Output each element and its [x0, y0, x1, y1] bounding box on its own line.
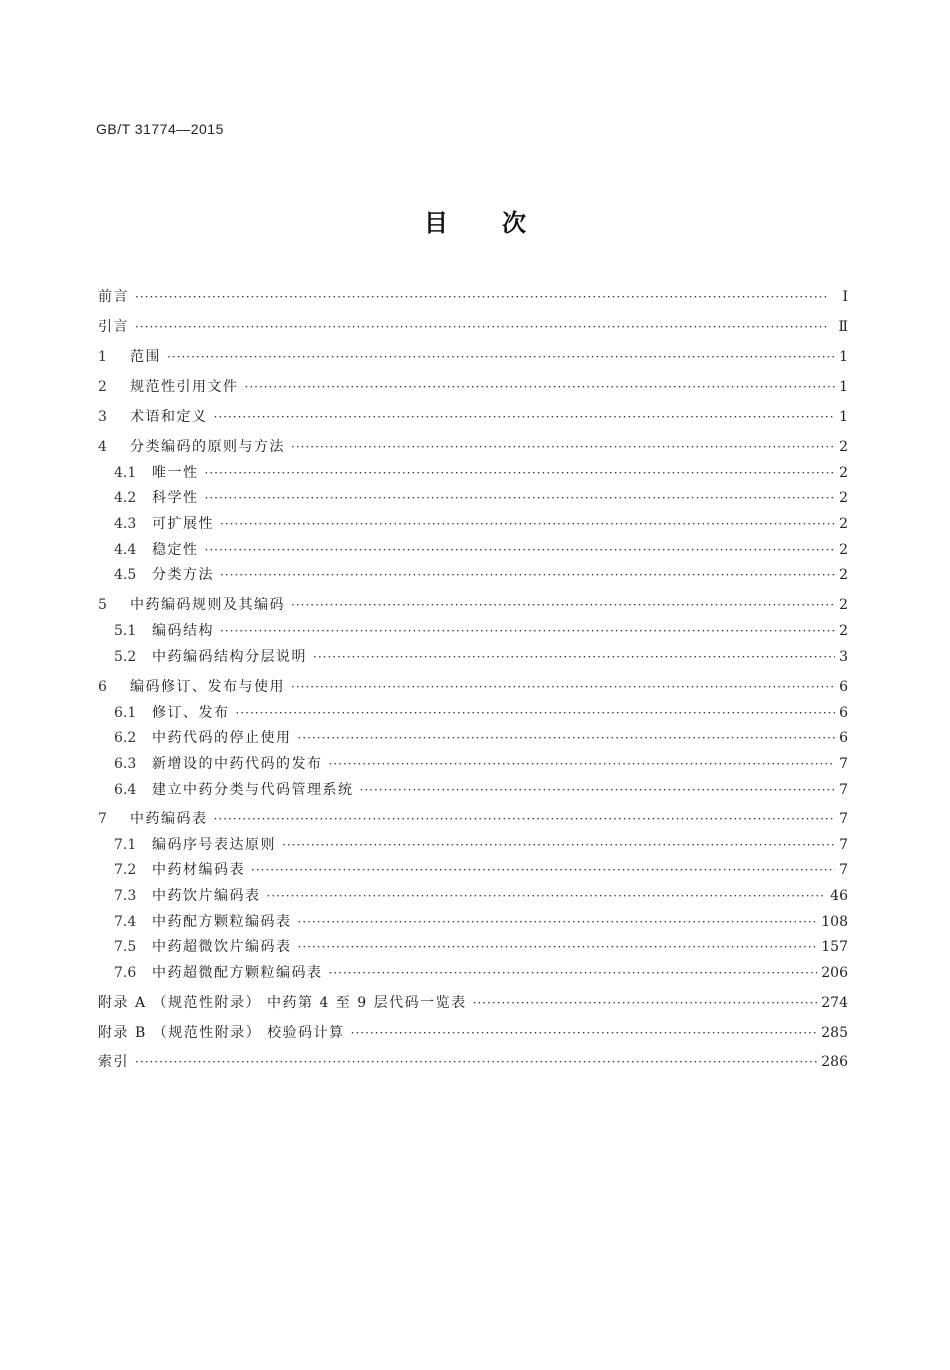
- toc-entry-number: 5: [98, 597, 107, 613]
- toc-entry[interactable]: [114, 463, 848, 483]
- toc-entry-label: 范围: [130, 349, 161, 365]
- dot-leader: [351, 1023, 818, 1043]
- title-char-1: 目: [424, 209, 448, 237]
- toc-entry[interactable]: [114, 621, 848, 641]
- toc-entry-label: 附录 A （规范性附录） 中药第 4 至 9 层代码一览表: [98, 995, 467, 1011]
- toc-entry-label: 引言: [98, 319, 129, 335]
- toc-entry[interactable]: [98, 377, 848, 397]
- toc-entry-page: 2: [839, 542, 848, 558]
- toc-entry[interactable]: [114, 780, 848, 800]
- toc-entry-page: 6: [839, 679, 848, 695]
- toc-entry[interactable]: [114, 912, 848, 932]
- toc-entry-label: 建立中药分类与代码管理系统: [152, 782, 354, 798]
- toc-entry-number: 5.2: [114, 649, 137, 665]
- dot-leader: [291, 595, 835, 615]
- dot-leader: [220, 514, 835, 534]
- toc-entry-number: 6.2: [114, 730, 137, 746]
- toc-entry-number: 1: [98, 349, 107, 365]
- dot-leader: [135, 287, 838, 307]
- toc-entry-page: 286: [821, 1054, 848, 1070]
- toc-entry-label: 中药超微配方颗粒编码表: [152, 965, 323, 981]
- toc-entry[interactable]: [98, 809, 848, 829]
- toc-entry-number: 4.4: [114, 542, 137, 558]
- toc-entry-label: 中药代码的停止使用: [152, 730, 292, 746]
- dot-leader: [251, 860, 835, 880]
- dot-leader: [282, 835, 835, 855]
- toc-entry-label: 科学性: [152, 490, 199, 506]
- dot-leader: [220, 565, 835, 585]
- dot-leader: [205, 540, 836, 560]
- toc-entry-label: 中药材编码表: [152, 862, 245, 878]
- toc-entry-page: Ⅱ: [838, 319, 848, 335]
- toc-entry-label: 术语和定义: [130, 409, 208, 425]
- dot-leader: [245, 377, 836, 397]
- toc-entry-number: 7.4: [114, 914, 137, 930]
- dot-leader: [291, 677, 835, 697]
- dot-leader: [267, 886, 827, 906]
- toc-entry[interactable]: [114, 886, 848, 906]
- toc-entry-page: 2: [839, 567, 848, 583]
- toc-entry-page: 108: [821, 914, 848, 930]
- toc-entry-number: 7.2: [114, 862, 137, 878]
- dot-leader: [329, 963, 818, 983]
- toc-entry-number: 2: [98, 379, 107, 395]
- toc-entry-number: 7.6: [114, 965, 137, 981]
- toc-entry-page: 7: [839, 862, 848, 878]
- toc-entry-page: 3: [839, 649, 848, 665]
- toc-entry-label: 索引: [98, 1054, 129, 1070]
- standard-code: GB/T 31774—2015: [96, 121, 224, 137]
- toc-entry-label: 附录 B （规范性附录） 校验码计算: [98, 1025, 345, 1041]
- toc-entry[interactable]: [98, 1023, 848, 1043]
- toc-entry-label: 中药编码结构分层说明: [152, 649, 307, 665]
- toc-entry-label: 规范性引用文件: [130, 379, 239, 395]
- toc-entry-number: 7.3: [114, 888, 137, 904]
- toc-entry-page: 6: [839, 730, 848, 746]
- toc-entry-number: 7.5: [114, 939, 137, 955]
- toc-entry-page: 2: [839, 623, 848, 639]
- dot-leader: [220, 621, 835, 641]
- toc-entry-number: 7: [98, 811, 107, 827]
- toc-entry-number: 4: [98, 439, 107, 455]
- toc-entry-number: 6.1: [114, 705, 137, 721]
- toc-entry-page: 1: [839, 349, 848, 365]
- toc-entry[interactable]: [114, 703, 848, 723]
- dot-leader: [313, 647, 835, 667]
- dot-leader: [214, 407, 836, 427]
- toc-entry-page: 1: [839, 409, 848, 425]
- dot-leader: [135, 317, 834, 337]
- toc-entry-number: 6.4: [114, 782, 137, 798]
- toc-entry[interactable]: [98, 677, 848, 697]
- toc-entry-label: 分类方法: [152, 567, 214, 583]
- toc-entry-page: 2: [839, 516, 848, 532]
- toc-entry-label: 中药编码规则及其编码: [130, 597, 285, 613]
- toc-entry-number: 4.1: [114, 465, 137, 481]
- toc-entry[interactable]: [114, 963, 848, 983]
- toc-entry[interactable]: [114, 835, 848, 855]
- toc-entry-label: 编码修订、发布与使用: [130, 679, 285, 695]
- dot-leader: [214, 809, 836, 829]
- toc-entry-label: 编码序号表达原则: [152, 837, 276, 853]
- dot-leader: [329, 754, 836, 774]
- toc-entry-page: 2: [839, 597, 848, 613]
- toc-entry-page: 7: [839, 782, 848, 798]
- toc-entry[interactable]: [98, 437, 848, 457]
- dot-leader: [236, 703, 836, 723]
- toc-entry-number: 4.3: [114, 516, 137, 532]
- dot-leader: [205, 463, 836, 483]
- toc-entry[interactable]: [98, 287, 848, 307]
- toc-entry[interactable]: [114, 860, 848, 880]
- toc-entry-page: 274: [821, 995, 848, 1011]
- dot-leader: [205, 488, 836, 508]
- toc-entry-number: 6.3: [114, 756, 137, 772]
- toc-entry-label: 前言: [98, 289, 129, 305]
- toc-entry-page: 6: [839, 705, 848, 721]
- toc-entry[interactable]: [114, 540, 848, 560]
- toc-entry[interactable]: [114, 514, 848, 534]
- toc-entry[interactable]: [114, 754, 848, 774]
- toc-entry[interactable]: [98, 993, 848, 1013]
- toc-entry-page: 2: [839, 490, 848, 506]
- toc-entry[interactable]: [98, 1052, 848, 1072]
- title-char-2: 次: [502, 209, 526, 237]
- toc-entry[interactable]: [114, 647, 848, 667]
- toc-entry-number: 4.2: [114, 490, 137, 506]
- toc-entry-page: Ⅰ: [842, 289, 848, 305]
- toc-entry-page: 7: [839, 837, 848, 853]
- toc-entry-number: 5.1: [114, 623, 137, 639]
- toc-entry-number: 4.5: [114, 567, 137, 583]
- toc-entry-label: 新增设的中药代码的发布: [152, 756, 323, 772]
- toc-entry-number: 3: [98, 409, 107, 425]
- dot-leader: [135, 1052, 817, 1072]
- toc-entry[interactable]: [98, 407, 848, 427]
- toc-entry-page: 2: [839, 465, 848, 481]
- toc-entry-label: 中药超微饮片编码表: [152, 939, 292, 955]
- dot-leader: [291, 437, 835, 457]
- dot-leader: [360, 780, 836, 800]
- dot-leader: [167, 347, 835, 367]
- toc-entry-label: 中药配方颗粒编码表: [152, 914, 292, 930]
- dot-leader: [298, 912, 818, 932]
- toc-entry-page: 7: [839, 811, 848, 827]
- toc-entry-page: 2: [839, 439, 848, 455]
- toc-entry-label: 修订、发布: [152, 705, 230, 721]
- page-title: [0, 203, 950, 238]
- toc-entry[interactable]: [114, 565, 848, 585]
- toc-entry-number: 6: [98, 679, 107, 695]
- toc-entry-label: 可扩展性: [152, 516, 214, 532]
- toc-entry-label: 稳定性: [152, 542, 199, 558]
- toc-entry-label: 编码结构: [152, 623, 214, 639]
- toc-entry-label: 分类编码的原则与方法: [130, 439, 285, 455]
- toc-entry[interactable]: [98, 347, 848, 367]
- toc-entry-page: 46: [830, 888, 848, 904]
- dot-leader: [473, 993, 818, 1013]
- toc-entry[interactable]: [98, 317, 848, 337]
- dot-leader: [298, 728, 836, 748]
- toc-entry[interactable]: [114, 937, 848, 957]
- toc-entry-page: 285: [821, 1025, 848, 1041]
- toc-entry-label: 唯一性: [152, 465, 199, 481]
- toc-entry-label: 中药饮片编码表: [152, 888, 261, 904]
- toc-entry[interactable]: [98, 595, 848, 615]
- toc-entry-page: 206: [821, 965, 848, 981]
- dot-leader: [298, 937, 818, 957]
- toc-entry-page: 157: [821, 939, 848, 955]
- toc-entry-page: 1: [839, 379, 848, 395]
- toc-entry[interactable]: [114, 728, 848, 748]
- toc-entry-page: 7: [839, 756, 848, 772]
- toc-entry[interactable]: [114, 488, 848, 508]
- toc-entry-label: 中药编码表: [130, 811, 208, 827]
- toc-entry-number: 7.1: [114, 837, 137, 853]
